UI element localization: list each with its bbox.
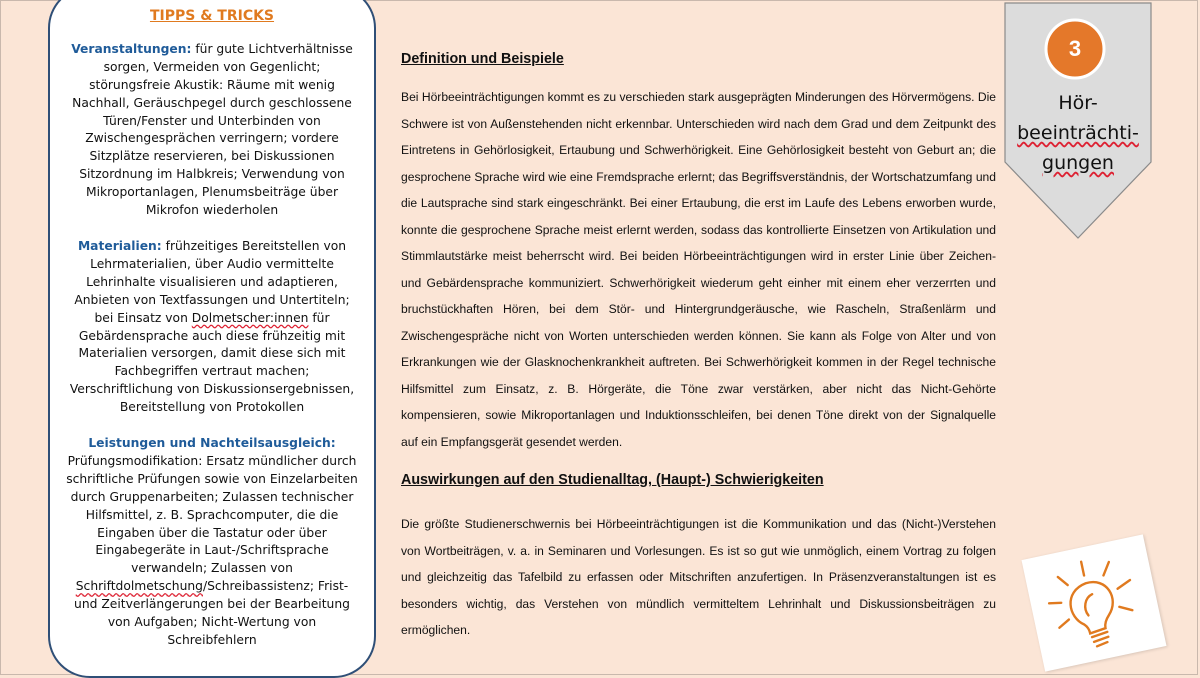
lightbulb-icon [1036,543,1152,665]
tips-events-text: für gute Lichtverhältnisse sorgen, Vermeiden von Gegenlicht; störungsfreie Akustik: Räume mit wenig Nachhall, Geräuschpegel durch geschlossene Türen/Fenster und Unterbinden von Zwischengesprächen verringern; vordere Sitzplätze reservieren, bei Diskussionen Sitzordnung im Halbkreis; Verwendung von Mikroportanlagen, Plenumsbeiträge über Mikrofon wiederholen [72,41,353,218]
tips-exams-text-1: Prüfungsmodifikation: Ersatz mündlicher durch schriftliche Prüfungen sowie von Einzelarbeiten durch Gruppenarbeiten; Zulassen technischer Hilfsmittel, z. B. Sprachcomputer, die die Eingaben über die Tastatur oder über Eingabegeräte in Laut-/Schriftsprache verwandeln; Zulassen von [66,453,358,576]
tips-exams-text-2: /Schreibassistenz; Frist- und Zeitverlängerungen bei der Bearbeitung von Aufgaben; Nicht-Wertung von Schreibfehlern [74,579,350,647]
tips-exams-label: Leistungen und Nachteilsausgleich: [88,436,336,451]
chapter-title-line-3: gungen [1042,152,1114,174]
tips-materials-label: Materialien: [77,238,162,253]
tips-materials-spell: Dolmetscher:innen [191,310,309,325]
paragraph-definition: Bei Hörbeeinträchtigungen kommt es zu verschieden stark ausgeprägten Minderungen des Hörvermögens. Die Schwere ist von Außenstehenden nicht erkennbar. Unterschieden wird nach dem Grad und dem Zeitpunkt des Eintretens in Gehörlosigkeit, Ertaubung und Schwerhörigkeit. Eine Gehörlosigkeit besteht von Geburt an; die gesprochene Sprache wird wie eine Fremdsprache erlernt; das Begriffsverständnis, der Wortschatzumfang und die Lautsprache sind stark eingeschränkt. Bei einer Ertaubung, die erst im Laufe des Lebens erworben wurde, konnte die gesprochene Sprache meist erlernt werden, sodass das kontrollierte Einsetzen von Artikulation und Stimmlautstärke meist beherrscht wird. Bei beiden Hörbeeinträchtigungen wird in erster Linie über Zeichen- und Gebärdensprache kommuniziert. Schwerhörigkeit wiederum geht einher mit einem eher verzerrten und bruchstückhaften Hören, bei dem Stör- und Hintergrundgeräusche, wie Rascheln, Straßenlärm und Zwischengespräche nicht von Worten unterschieden werden können. Sie kann als Folge von Alter und von Erkrankungen wie der Glasknochenkrankheit auftreten. Bei Schwerhörigkeit kommen in der Regel technische Hilfsmittel zum Einsatz, z. B. Hörgeräte, die Töne zwar verstärken, aber nicht das Nicht-Gehörte kompensieren, sowie Mikroportanlagen und Induktionsschleifen, bei denen Töne direkt von der Signalquelle auf ein Empfangsgerät gesendet werden. [401,90,996,449]
tips-exams [66,435,358,650]
tips-events-label: Veranstaltungen: [71,41,192,56]
chapter-title-line-2: beeinträchti- [1017,122,1139,144]
lightbulb-card [1022,534,1167,671]
main-content [401,46,996,644]
tips-materials [66,238,358,417]
chapter-badge [1004,2,1152,240]
tips-materials-text-1: frühzeitiges Bereitstellen von Lehrmaterialien, über Audio vermittelte Lehrinhalte visualisieren und adaptieren, Anbieten von Textfassungen und Untertiteln; bei Einsatz von [74,238,350,325]
heading-effects: Auswirkungen auf den Studienalltag, (Haupt-) Schwierigkeiten [401,472,824,488]
chapter-title-line-1: Hör- [1058,92,1098,114]
paragraph-effects: Die größte Studienerschwernis bei Hörbeeinträchtigungen ist die Kommunikation und das (Nicht-)Verstehen von Wortbeiträgen, v. a. in Seminaren und Vorlesungen. Es ist so gut wie unmöglich, einem Vortrag zu folgen und gleichzeitig das Tafelbild zu erfassen oder Mitschriften anzufertigen. In Präsenzveranstaltungen ist es besonders wichtig, das Verstehen von mündlich vermitteltem Lehrinhalt und Diskussionsbeiträgen zu ermöglichen. [401,517,996,637]
tips-events [66,41,358,220]
tips-exams-spell: Schriftdolmetschung [75,579,203,594]
chapter-title [1004,88,1152,178]
chapter-number: 3 [1068,36,1082,61]
heading-definition: Definition und Beispiele [401,51,564,67]
tips-materials-text-2: für Gebärdensprache auch diese frühzeitig mit Materialien versorgen, damit diese sich mit Fachbegriffen vertraut machen; Verschriftlichung von Diskussionsergebnissen, Bereitstellung von Protokollen [69,310,355,415]
tips-title: TIPPS & TRICKS [149,8,275,24]
tips-panel [48,0,376,678]
